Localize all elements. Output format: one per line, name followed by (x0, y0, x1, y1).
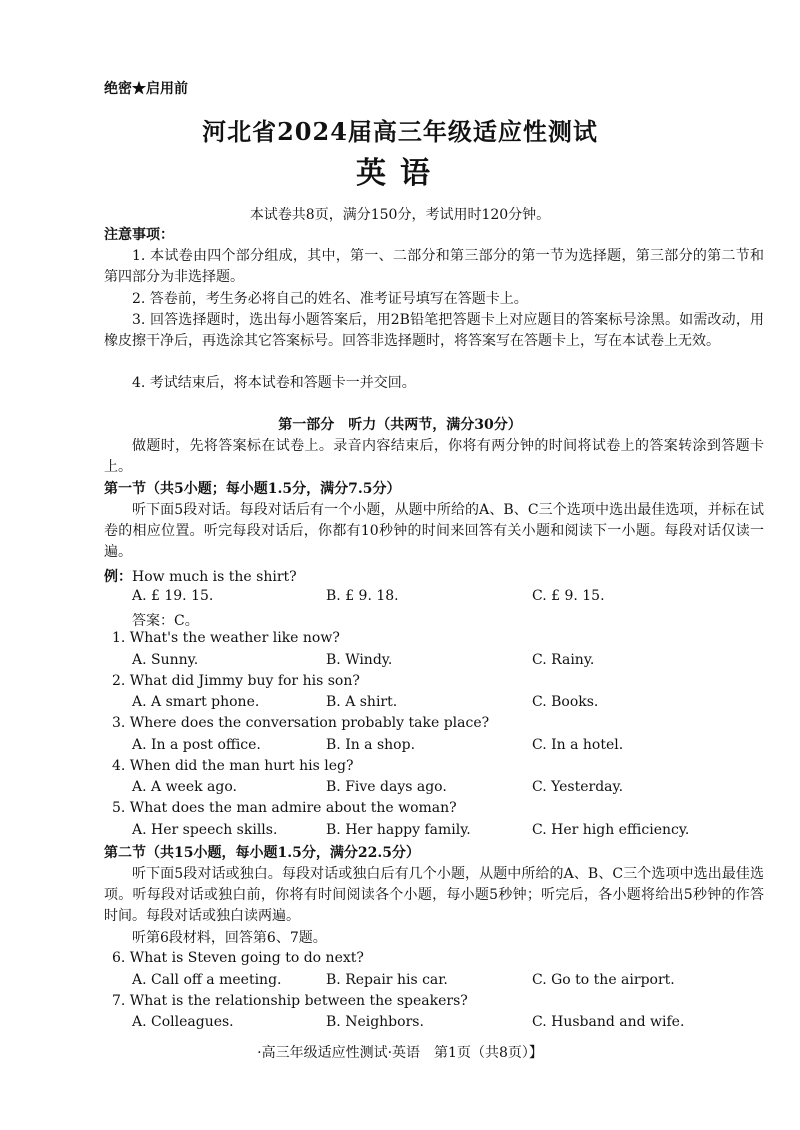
confidential-label: 绝密★启用前 (104, 81, 188, 97)
question-1: 1. What's the weather like now? (112, 630, 340, 646)
question-3-option-a: A. In a post office. (132, 737, 261, 753)
example-question (104, 566, 297, 586)
question-5-option-c: C. Her high efficiency. (532, 822, 690, 838)
question-3-option-c: C. In a hotel. (532, 737, 624, 753)
question-6-option-b: B. Repair his car. (326, 972, 448, 988)
question-5-option-b: B. Her happy family. (326, 822, 471, 838)
question-2: 2. What did Jimmy buy for his son? (112, 673, 360, 689)
section2-heading: 第二节（共15小题，每小题1.5分，满分22.5分） (104, 845, 420, 861)
section2-material: 听第6段材料，回答第6、7题。 (132, 930, 327, 946)
question-1-option-a: A. Sunny. (132, 652, 199, 668)
question-4: 4. When did the man hurt his leg? (112, 758, 354, 774)
question-2-option-b: B. A shirt. (326, 694, 398, 710)
question-1-option-b: B. Windy. (326, 652, 393, 668)
question-4-option-c: C. Yesterday. (532, 779, 624, 795)
question-6-option-c: C. Go to the airport. (532, 972, 675, 988)
question-5: 5. What does the man admire about the woman? (112, 800, 457, 816)
question-6: 6. What is Steven going to do next? (112, 950, 364, 966)
exam-title: 河北省2024届高三年级适应性测试 (202, 117, 598, 146)
section2-instructions: 听下面5段对话或独白。每段对话或独白后有几个小题，从题中所给的A、B、C三个选项中选出最佳选项。听每段对话或独白前，你将有时间阅读各个小题，每小题5秒钟；听完后，各小题将给出5秒钟的作答时间。每段对话或独白读两遍。 (104, 866, 764, 924)
section1-instructions: 听下面5段对话。每段对话后有一个小题，从题中所给的A、B、C三个选项中选出最佳选项，并标在试卷的相应位置。听完每段对话后，你都有10秒钟的时间来回答有关小题和阅读下一小题。每段对话仅读一遍。 (104, 502, 764, 560)
question-4-option-b: B. Five days ago. (326, 779, 447, 795)
example-option-b: B. £ 9. 18. (326, 588, 399, 604)
note-item-1: 1. 本试卷由四个部分组成，其中，第一、二部分和第三部分的第一节为选择题，第三部分的第二节和第四部分为非选择题。 (104, 248, 764, 285)
question-5-option-a: A. Her speech skills. (132, 822, 278, 838)
question-7-option-a: A. Colleagues. (132, 1014, 234, 1030)
question-2-option-c: C. Books. (532, 694, 599, 710)
question-7-option-c: C. Husband and wife. (532, 1014, 685, 1030)
example-question-text: How much is the shirt? (132, 569, 297, 585)
example-option-a: A. £ 19. 15. (132, 588, 214, 604)
question-1-option-c: C. Rainy. (532, 652, 595, 668)
question-3-option-b: B. In a shop. (326, 737, 416, 753)
note-item-2: 2. 答卷前，考生务必将自己的姓名、准考证号填写在答题卡上。 (132, 291, 528, 307)
subject-title: 英语 (356, 156, 444, 191)
notes-heading: 注意事项： (104, 227, 174, 243)
question-4-option-a: A. A week ago. (132, 779, 237, 795)
question-6-option-a: A. Call off a meeting. (132, 972, 282, 988)
question-3: 3. Where does the conversation probably take place? (112, 715, 490, 731)
example-label: 例： (104, 569, 132, 585)
part1-title: 第一部分 听力（共两节，满分30分） (278, 417, 522, 433)
question-2-option-a: A. A smart phone. (132, 694, 260, 710)
question-7-option-b: B. Neighbors. (326, 1014, 424, 1030)
example-option-c: C. £ 9. 15. (532, 588, 605, 604)
exam-info: 本试卷共8页，满分150分，考试用时120分钟。 (249, 207, 551, 223)
note-item-3: 3. 回答选择题时，选出每小题答案后，用2B铅笔把答题卡上对应题目的答案标号涂黑。如需改动，用橡皮擦干净后，再选涂其它答案标号。回答非选择题时，将答案写在答题卡上，写在本试卷上无效。 (104, 312, 764, 349)
part1-intro: 做题时，先将答案标在试卷上。录音内容结束后，你将有两分钟的时间将试卷上的答案转涂到答题卡上。 (104, 438, 764, 475)
note-item-4: 4. 考试结束后，将本试卷和答题卡一并交回。 (132, 375, 416, 391)
example-answer: 答案：C。 (132, 613, 199, 629)
section1-heading: 第一节（共5小题；每小题1.5分，满分7.5分） (104, 481, 401, 497)
question-7: 7. What is the relationship between the speakers? (112, 993, 468, 1009)
page-footer: ·高三年级适应性测试·英语 第1页（共8页）】 (257, 1045, 543, 1061)
